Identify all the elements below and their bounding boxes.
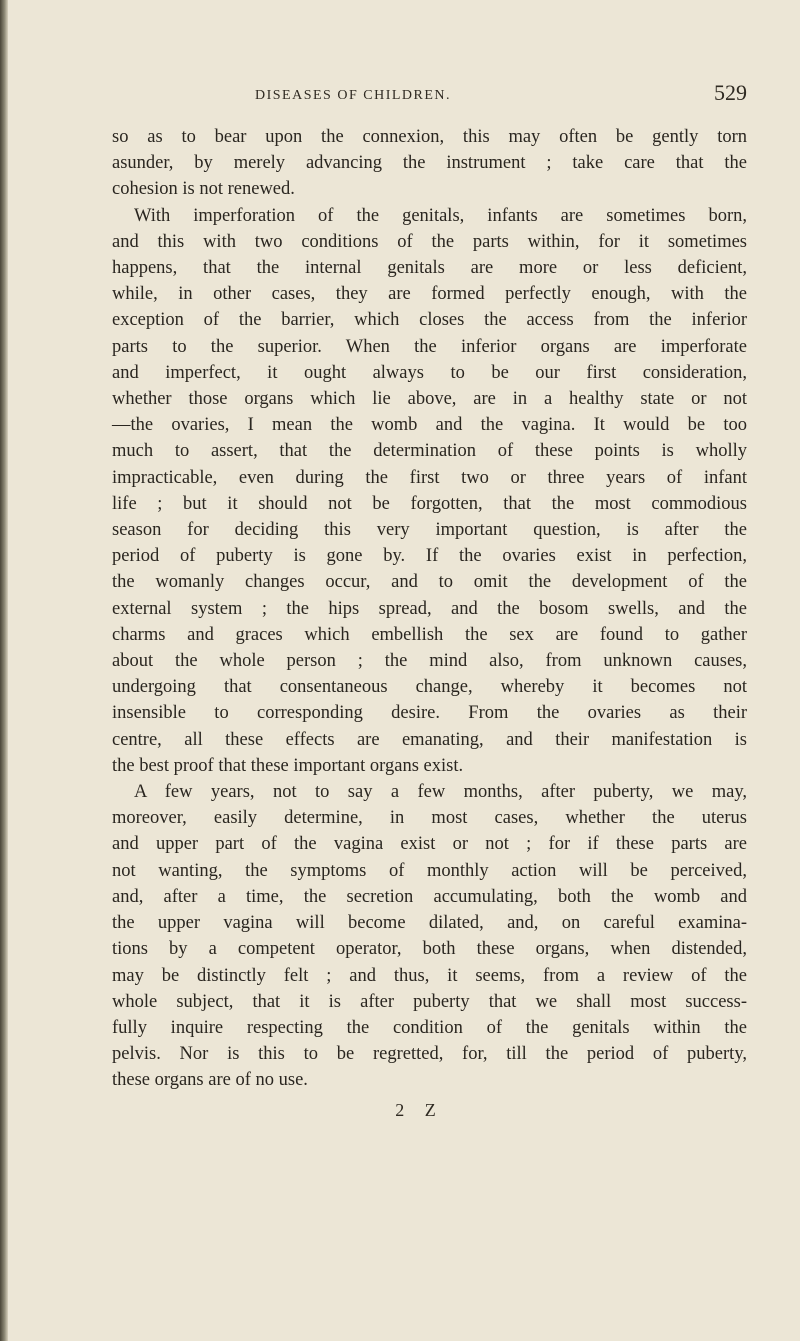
text-line: and imperfect, it ought always to be our first consideration, — [112, 362, 747, 383]
running-title: DISEASES OF CHILDREN. — [255, 88, 452, 103]
book-binding-edge — [0, 0, 8, 1341]
text-line: pelvis. Nor is this to be regretted, for, till the period of puberty, — [112, 1044, 747, 1065]
text-line: and, after a time, the secretion accumulating, both the womb and — [112, 886, 747, 907]
text-line: moreover, easily determine, in most cases, whether the uterus — [112, 808, 747, 829]
text-line: so as to bear upon the connexion, this may often be gently torn — [112, 127, 747, 147]
text-line: happens, that the internal genitals are more or less deficient, — [112, 258, 747, 279]
text-line: and this with two conditions of the parts within, for it sometimes — [112, 231, 747, 252]
text-line: whether those organs which lie above, are in a healthy state or not — [112, 389, 747, 410]
text-line: exception of the barrier, which closes the access from the inferior — [112, 310, 747, 331]
book-page — [112, 78, 747, 1121]
text-line: impracticable, even during the first two or three years of infant — [112, 467, 747, 488]
text-line: insensible to corresponding desire. From the ovaries as their — [112, 703, 747, 724]
text-line: the best proof that these important organs exist. — [112, 755, 464, 776]
text-line: life ; but it should not be forgotten, that the most commodious — [112, 493, 747, 514]
text-line: not wanting, the symptoms of monthly action will be perceived, — [112, 860, 747, 881]
text-line: whole subject, that it is after puberty that we shall most success- — [112, 991, 747, 1012]
text-line: asunder, by merely advancing the instrument ; take care that the — [112, 153, 747, 174]
text-line: —the ovaries, I mean the womb and the vagina. It would be too — [112, 415, 747, 436]
text-line: these organs are of no use. — [112, 1070, 308, 1091]
text-line: season for deciding this very important question, is after the — [112, 520, 747, 541]
text-line: With imperforation of the genitals, infants are sometimes born, — [134, 205, 747, 226]
signature-mark: 2 Z — [395, 1099, 444, 1120]
running-head — [112, 78, 747, 110]
text-line: while, in other cases, they are formed perfectly enough, with the — [112, 284, 747, 305]
text-line: cohesion is not renewed. — [112, 179, 295, 200]
text-line: the upper vagina will become dilated, and, on careful examina- — [112, 913, 747, 934]
text-line: much to assert, that the determination of these points is wholly — [112, 441, 747, 462]
text-line: parts to the superior. When the inferior organs are imperforate — [112, 336, 747, 357]
text-line: centre, all these effects are emanating, and their manifestation is — [112, 729, 747, 750]
text-line: fully inquire respecting the condition of the genitals within the — [112, 1017, 747, 1038]
text-line: A few years, not to say a few months, after puberty, we may, — [134, 782, 747, 803]
text-line: charms and graces which embellish the sex are found to gather — [112, 624, 747, 645]
text-line: period of puberty is gone by. If the ovaries exist in perfection, — [112, 546, 747, 567]
text-line: external system ; the hips spread, and the bosom swells, and the — [112, 598, 747, 619]
text-line: about the whole person ; the mind also, from unknown causes, — [112, 651, 747, 672]
body-text — [112, 124, 747, 1094]
text-line: may be distinctly felt ; and thus, it seems, from a review of the — [112, 965, 747, 986]
text-line: undergoing that consentaneous change, whereby it becomes not — [112, 677, 747, 698]
text-line: the womanly changes occur, and to omit the development of the — [112, 572, 747, 593]
page-number: 529 — [714, 80, 747, 105]
text-line: and upper part of the vagina exist or not ; for if these parts are — [112, 834, 747, 855]
text-line: tions by a competent operator, both these organs, when distended, — [112, 939, 747, 960]
